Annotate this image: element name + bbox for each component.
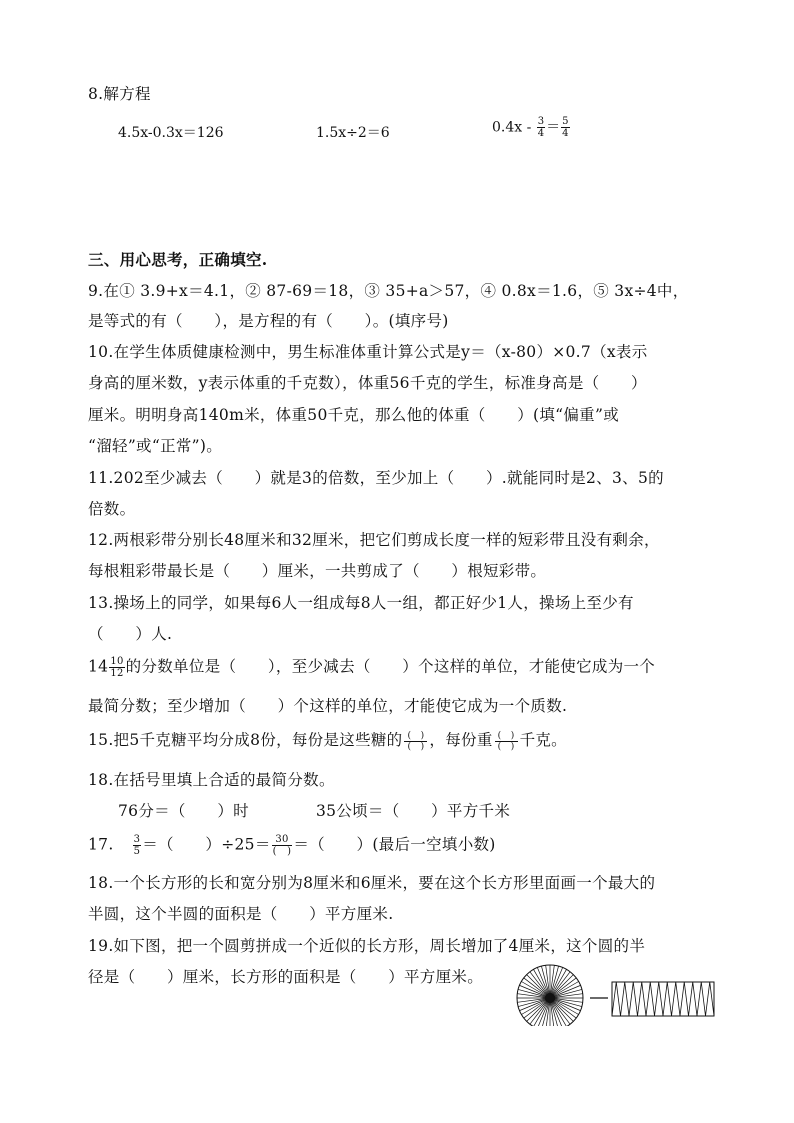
fraction-three-quarters: $\frac{3}{4}$ [537, 116, 545, 139]
q18a-item2: 35公顷＝（ ）平方千米 [316, 802, 511, 820]
q12-line2: 每根粗彩带最长是（ ）厘米，一共剪成了（ ）根短彩带。 [88, 562, 547, 580]
q18a-item1: 76分＝（ ）时 [118, 802, 249, 820]
q15-line: 15.把5千克糖平均分成8份，每份是这些糖的 ( ) ( ) ，每份重 ( ) ( ) 千克。 [88, 730, 567, 752]
section3-title: 三、用心思考，正确填空. [88, 250, 268, 269]
q10-line3: 厘米。明明身高140m米，体重50千克，那么他的体重（ ）(填“偏重”或 [88, 406, 620, 424]
q9-line1: 9.在① 3.9+x＝4.1，② 87-69＝18，③ 35+a＞57，④ 0.8x＝1.6，⑤ 3x÷4中， [88, 282, 689, 300]
q9-line2: 是等式的有（ ），是方程的有（ ）。(填序号) [88, 312, 449, 330]
q13-line1: 13.操场上的同学，如果每6人一组成每8人一组，都正好少1人，操场上至少有 [88, 594, 634, 612]
equation-1: 4.5x-0.3x＝126 [118, 125, 224, 141]
blank-fraction: ( ) ( ) [404, 731, 427, 752]
q14-line2: 最简分数；至少增加（ ）个这样的单位，才能使它成为一个质数. [88, 697, 568, 715]
q18a-line1: 18.在括号里填上合适的最简分数。 [88, 771, 335, 789]
fraction-ten-twelfths: $\frac{10}{12}$ [110, 656, 124, 679]
q17-line: 17. $\frac{3}{5}$ ＝（ ）÷25＝ $\frac{30}{( )}$ ＝（ ）(最后一空填小数) [88, 834, 496, 857]
zigzag-rectangle-icon [612, 982, 714, 1016]
blank-fraction: ( ) ( ) [495, 731, 518, 752]
fraction-three-fifths: $\frac{3}{5}$ [133, 834, 141, 857]
equation-3: 0.4x - $\frac{3}{4}$ ＝ $\frac{5}{4}$ [492, 116, 569, 139]
q10-line4: “溜轻”或“正常”)。 [88, 437, 223, 455]
q11-line1: 11.202至少减去（ ）就是3的倍数，至少加上（ ）.就能同时是2、3、5的 [88, 469, 664, 487]
q14-line1: 14 $\frac{10}{12}$ 的分数单位是（ ），至少减去（ ）个这样的单位，才能使它成为一个 [88, 656, 656, 679]
sector-circle-icon [517, 965, 583, 1026]
q10-line2: 身高的厘米数，y表示体重的千克数），体重56千克的学生，标准身高是（ ） [88, 374, 647, 392]
q18b-line2: 半圆，这个半圆的面积是（ ）平方厘米. [88, 905, 394, 923]
fraction-five-quarters: $\frac{5}{4}$ [562, 116, 569, 139]
q19-line2: 径是（ ）厘米，长方形的面积是（ ）平方厘米。 [88, 968, 484, 986]
q12-line1: 12.两根彩带分别长48厘米和32厘米，把它们剪成长度一样的短彩带且没有剩余， [88, 531, 660, 549]
equation-3-prefix: 0.4x - [492, 119, 532, 136]
q18b-line1: 18.一个长方形的长和宽分别为8厘米和6厘米，要在这个长方形里面画一个最大的 [88, 874, 656, 892]
equation-2: 1.5x÷2＝6 [316, 125, 390, 141]
q10-line1: 10.在学生体质健康检测中，男生标准体重计算公式是y＝（x-80）×0.7（x表示 [88, 343, 648, 361]
fraction-thirty-over-blank: $\frac{30}{( )}$ [272, 834, 292, 857]
q19-line1: 19.如下图，把一个圆剪拼成一个近似的长方形，周长增加了4厘米，这个圆的半 [88, 937, 646, 955]
circle-to-rectangle-figure [516, 964, 720, 1026]
q13-line2: （ ）人. [88, 625, 173, 643]
section8-heading: 8.解方程 [88, 85, 151, 103]
q11-line2: 倍数。 [88, 500, 136, 518]
